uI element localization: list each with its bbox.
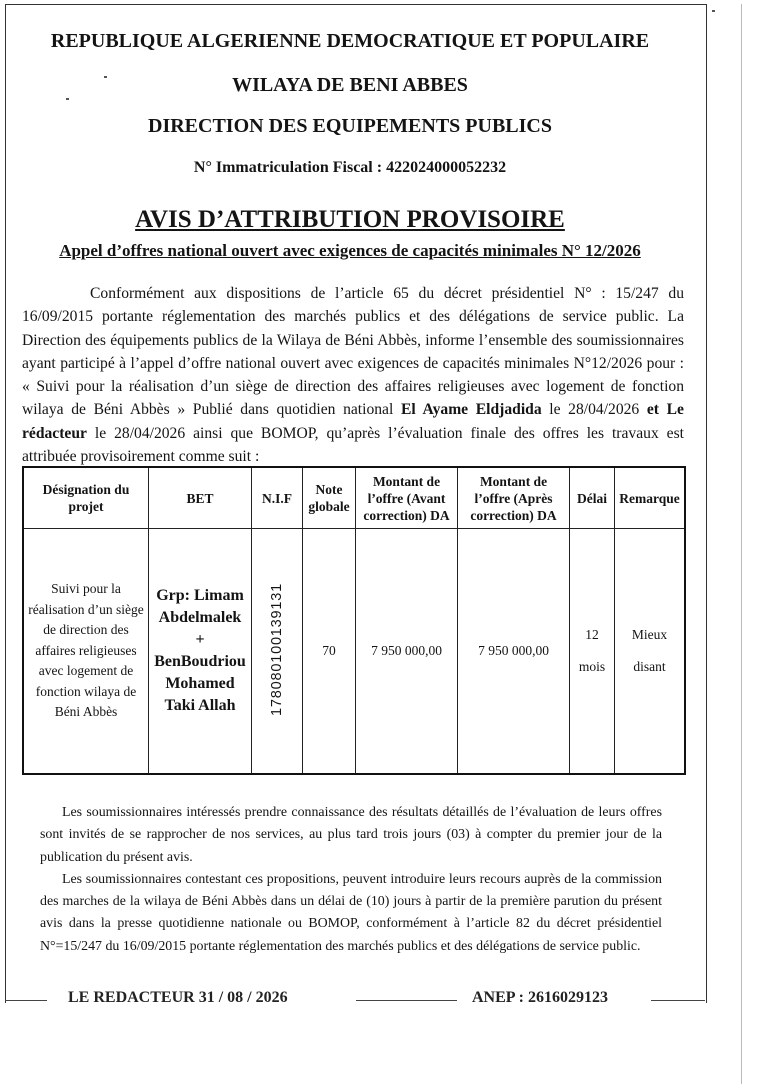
notice-body	[22, 282, 684, 468]
delai-value: 12	[585, 627, 599, 642]
scan-edge-line	[741, 4, 742, 1084]
notice-title: AVIS D’ATTRIBUTION PROVISOIRE	[135, 206, 565, 233]
bet-line: Taki Allah	[164, 697, 236, 714]
wilaya-heading: WILAYA DE BENI ABBES	[232, 74, 468, 96]
award-table	[22, 466, 686, 775]
notice-subtitle: Appel d’offres national ouvert avec exigences de capacités minimales N° 12/2026	[59, 241, 641, 260]
col-delai: Délai	[570, 467, 615, 529]
col-note: Note globale	[303, 467, 356, 529]
col-montant-avant: Montant de l’offre (Avant correction) DA	[356, 467, 458, 529]
cell-remarque	[615, 529, 686, 775]
direction-heading: DIRECTION DES EQUIPEMENTS PUBLICS	[148, 115, 552, 137]
cell-bet	[149, 529, 252, 775]
bet-line: Grp: Limam	[156, 587, 244, 604]
nif-value: 178080100139131	[269, 582, 285, 716]
bet-line: Mohamed	[165, 675, 235, 692]
remarque-line: disant	[633, 659, 666, 674]
newspaper-name-2: et Le rédacteur	[22, 401, 684, 442]
closing-notes	[40, 802, 662, 958]
cell-montant-apres: 7 950 000,00	[458, 529, 570, 775]
footer	[0, 986, 706, 1012]
remarque-line: Mieux	[631, 627, 668, 642]
cell-montant-avant: 7 950 000,00	[356, 529, 458, 775]
col-bet: BET	[149, 467, 252, 529]
body-part-1: Conformément aux dispositions de l’article 65 du décret présidentiel N° : 15/247 du 16/09/2015 portante réglementation des marchés publics et des délégations de service public. La Direction des équipements publics de la Wilaya de Béni Abbès, informe l’ensemble des soumissionnaires ayant participé à l’appel d’offre national ouvert avec exigences de capacités minimales N°12/2026 pour : « Suivi pour la réalisation d’un siège de direction des affaires religieuses avec logement de fonction wilaya de Béni Abbès » Publié dans quotidien national	[22, 285, 684, 419]
note-paragraph-1: Les soumissionnaires intéressés prendre connaissance des résultats détaillés de l’évaluation de leurs offres sont invités de se rapprocher de nos services, au plus tard trois jours (03) à compter du premier jour de la publication du présent avis.	[40, 805, 662, 865]
note-paragraph-2: Les soumissionnaires contestant ces propositions, peuvent introduire leurs recours auprès de la commission des marches de la wilaya de Béni Abbès dans un délai de (10) jours à partir de la première parution du présent avis dans la presse quotidienne nationale ou BOMOP, conformément à l’article 82 du décret présidentiel N°=15/247 du 16/09/2015 portante réglementation des marchés publics et des délégations de service public.	[40, 871, 662, 954]
delai-unit: mois	[578, 659, 606, 674]
footer-rule	[5, 1000, 47, 1001]
table-row	[23, 529, 685, 775]
body-part-3: le 28/04/2026 ainsi que BOMOP, qu’après l’évaluation finale des offres les travaux est attribuée provisoirement comme suit :	[22, 424, 684, 466]
col-designation: Désignation du projet	[23, 467, 149, 529]
scan-speck	[712, 10, 715, 12]
footer-redacteur: LE REDACTEUR 31 / 08 / 2026	[68, 989, 288, 1006]
scan-speck	[66, 98, 69, 100]
footer-rule	[356, 1000, 457, 1001]
bet-line: Abdelmalek	[158, 609, 242, 626]
cell-nif	[252, 529, 303, 775]
footer-rule	[651, 1000, 705, 1001]
col-remarque: Remarque	[615, 467, 686, 529]
bet-line: BenBoudriou	[154, 653, 246, 670]
bet-line: +	[195, 631, 205, 648]
col-nif: N.I.F	[252, 467, 303, 529]
cell-designation: Suivi pour la réalisation d’un siège de direction des affaires religieuses avec logement de fonction wilaya de Béni Abbès	[23, 529, 149, 775]
newspaper-name-1: El Ayame Eldjadida	[400, 401, 542, 419]
republic-heading: REPUBLIQUE ALGERIENNE DEMOCRATIQUE ET POPULAIRE	[50, 30, 650, 52]
fiscal-number: N° Immatriculation Fiscal : 422024000052232	[193, 159, 507, 176]
col-montant-apres: Montant de l’offre (Après correction) DA	[458, 467, 570, 529]
footer-anep: ANEP : 2616029123	[472, 989, 608, 1006]
cell-note: 70	[303, 529, 356, 775]
body-part-2: le 28/04/2026	[549, 401, 640, 419]
cell-delai	[570, 529, 615, 775]
table-header-row	[23, 467, 685, 529]
